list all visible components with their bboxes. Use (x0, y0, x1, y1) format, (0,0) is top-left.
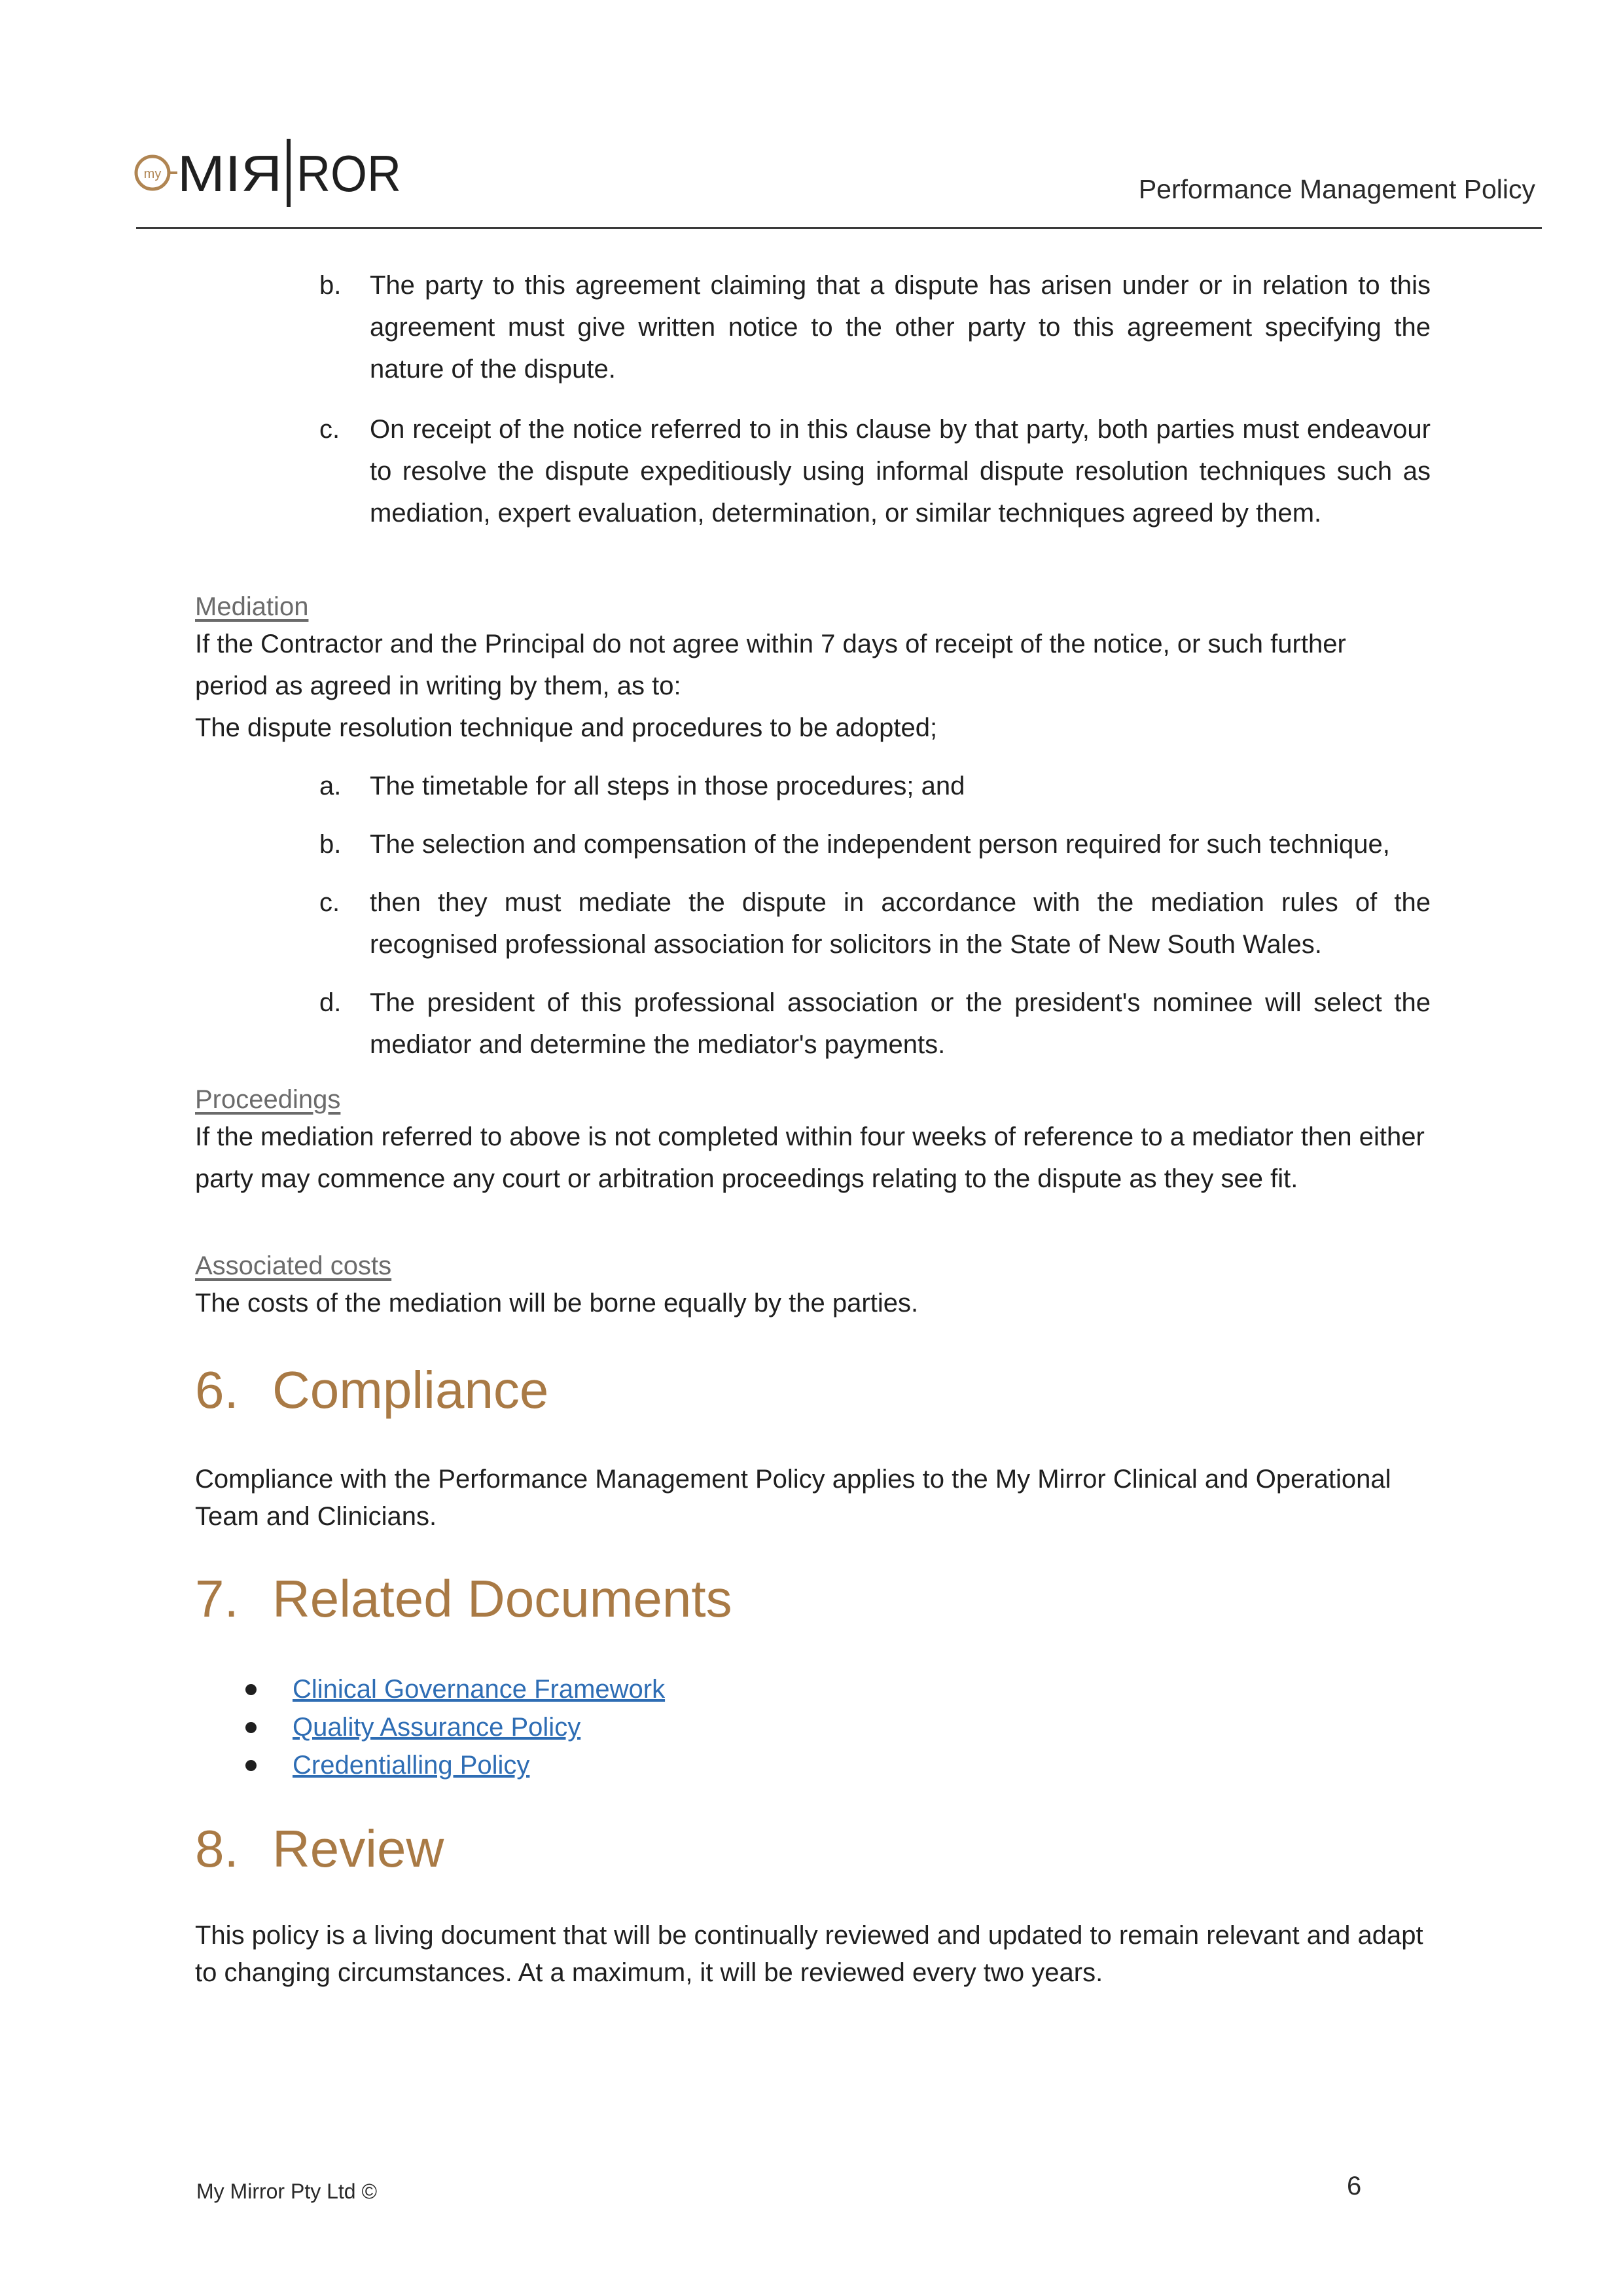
list-item-text: The president of this professional association or the president's nominee will select the mediator and determine the mediator's payments. (370, 988, 1431, 1059)
section-heading-review (195, 1818, 444, 1880)
list-marker: a. (319, 772, 342, 800)
list-marker: d. (319, 988, 342, 1017)
section-heading-related-documents (195, 1568, 732, 1630)
section-title: Related Documents (272, 1570, 732, 1628)
proceedings-paragraph: If the mediation referred to above is not completed within four weeks of reference to a mediator then either party may commence any court or arbitration proceedings relating to the dispute as they see fit. (195, 1122, 1425, 1193)
header-document-title: Performance Management Policy (1138, 174, 1535, 204)
bullet-icon (245, 1722, 257, 1733)
compliance-paragraph: Compliance with the Performance Management Policy applies to the My Mirror Clinical and Operational Team and Clinicians. (195, 1465, 1391, 1531)
list-item-text: The selection and compensation of the independent person required for such technique, (370, 830, 1390, 859)
page-number: 6 (1347, 2172, 1362, 2200)
mediation-heading: Mediation (195, 592, 309, 621)
list-marker: b. (319, 271, 342, 300)
review-paragraph: This policy is a living document that will be continually reviewed and updated to remain relevant and adapt to changing circumstances. At a maximum, it will be reviewed every two years. (195, 1921, 1423, 1987)
costs-heading: Associated costs (195, 1251, 392, 1280)
section-number: 7. (195, 1570, 239, 1628)
section-number: 6. (195, 1361, 239, 1419)
section-number: 8. (195, 1820, 239, 1878)
svg-text:MIЯ: MIЯ (177, 145, 282, 202)
svg-text:ROR: ROR (296, 145, 401, 202)
mediation-paragraph: If the Contractor and the Principal do not agree within 7 days of receipt of the notice, or such further period as agreed in writing by them, as to: (195, 630, 1346, 700)
costs-paragraph: The costs of the mediation will be borne equally by the parties. (195, 1289, 919, 1318)
section-heading-compliance (195, 1359, 548, 1422)
mediation-paragraph-2: The dispute resolution technique and procedures to be adopted; (195, 713, 938, 742)
list-marker: c. (319, 415, 340, 444)
svg-text:my: my (143, 167, 162, 181)
bullet-icon (245, 1684, 257, 1695)
list-item-text: The timetable for all steps in those procedures; and (370, 772, 965, 800)
bullet-icon (245, 1760, 257, 1771)
list-item-text: The party to this agreement claiming that a dispute has arisen under or in relation to this agreement must give written notice to the other party to this agreement specifying the nature of the dispute. (370, 271, 1431, 384)
header-divider (136, 227, 1542, 229)
my-mirror-logo (134, 130, 409, 215)
link-credentialling-policy[interactable]: Credentialling Policy (293, 1751, 530, 1780)
section-title: Review (272, 1820, 444, 1878)
list-item-text: On receipt of the notice referred to in this clause by that party, both parties must endeavour to resolve the dispute expeditiously using informal dispute resolution techniques such as mediation, expert evaluation, determination, or similar techniques agreed by them. (370, 415, 1431, 528)
company-logo (134, 130, 409, 215)
section-title: Compliance (272, 1361, 549, 1419)
link-clinical-governance-framework[interactable]: Clinical Governance Framework (293, 1675, 666, 1704)
list-marker: c. (319, 888, 340, 917)
proceedings-heading: Proceedings (195, 1085, 341, 1114)
list-item-text: then they must mediate the dispute in accordance with the mediation rules of the recognised professional association for solicitors in the State of New South Wales. (370, 888, 1431, 959)
list-marker: b. (319, 830, 342, 859)
footer-copyright: My Mirror Pty Ltd © (196, 2179, 378, 2203)
link-quality-assurance-policy[interactable]: Quality Assurance Policy (293, 1713, 581, 1742)
